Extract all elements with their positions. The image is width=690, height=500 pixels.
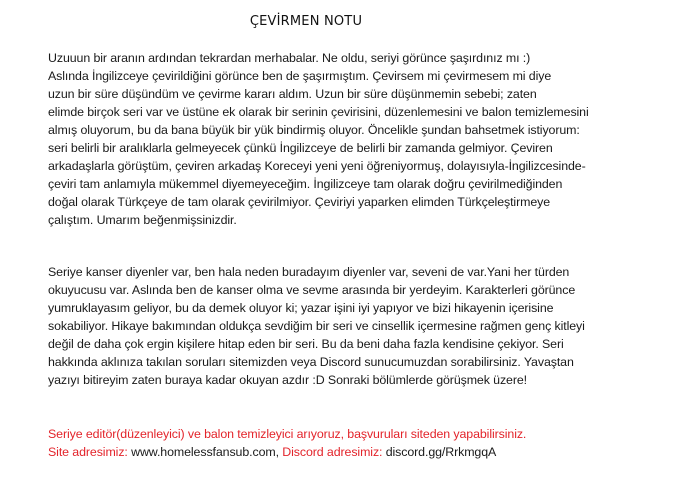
text-line: doğal olarak Türkçeye de tam olarak çevirilmiyor. Çeviriyi yaparken elimden Türkçeleştirmeye (48, 195, 550, 209)
text-line: elimde birçok seri var ve üstüne ek olarak bir serinin çevirisini, düzenlemesini ve balon temizlemesini (48, 105, 589, 119)
discord-label: Discord adresimiz: (282, 445, 383, 459)
text-line: seri belirli bir aralıklarla gelmeyecek çünkü İngilizceye de belirli bir zamanda gelmiyor. Çeviren (48, 141, 553, 155)
text-line: yazıyı bitireyim zaten buraya kadar okuyan azdır :D Sonraki bölümlerde görüşmek üzere! (48, 373, 527, 387)
text-line: almış oluyorum, bu da bana büyük bir yük bindirmiş oluyor. Öncelikle şundan bahsetmek istiyorum: (48, 123, 580, 137)
paragraph-intro (48, 49, 660, 229)
text-line: okuyucusu var. Aslında ben de kanser olma ve sevme arasında bir yerdeyim. Karakterleri görünce (48, 283, 576, 297)
page-title: ÇEVİRMEN NOTU (249, 14, 363, 29)
paragraph-contact (48, 425, 660, 461)
text-line: Seriye kanser diyenler var, ben hala neden buradayım diyenler var, seveni de var.Yani her türden (48, 265, 570, 279)
text-line: uzun bir süre düşündüm ve çevirme kararı aldım. Uzun bir süre düşünmemin sebebi; zaten (48, 87, 537, 101)
text-line: hakkında aklınıza takılan soruları sitemizden veya Discord sunucumuzdan sorabilirsiniz. Yavaştan (48, 355, 574, 369)
text-line: yumruklayasım geliyor, bu da demek oluyor ki; yazar işini iyi yapıyor ve bizi hikayenin içerisine (48, 301, 554, 315)
paragraph-series-opinion (48, 263, 660, 389)
site-link[interactable]: www.homelessfansub.com, (131, 445, 279, 459)
text-line: Aslında İngilizceye çevirildiğini görünce ben de şaşırmıştım. Çevirsem mi çevirmesem mi diye (48, 69, 552, 83)
text-line: değil de daha çok ergin kişilere hitap eden bir seri. Bu da beni daha fazla kendisine çekiyor. Seri (48, 337, 564, 351)
text-line: çalıştım. Umarım beğenmişsinizdir. (48, 213, 237, 227)
text-line: arkadaşlarla görüştüm, çeviren arkadaş Koreceyi yeni yeni öğreniyormuş, dolayısıyla-İngilizcesinde- (48, 159, 586, 173)
text-line: çeviri tam anlamıyla mükemmel diyemeyeceğim. İngilizceye tam olarak doğru çevirilmediğinden (48, 177, 563, 191)
site-label: Site adresimiz: (48, 445, 128, 459)
contact-line (48, 443, 660, 461)
discord-link[interactable]: discord.gg/RrkmgqA (385, 445, 497, 459)
text-line: Uzuuun bir aranın ardından tekrardan merhabalar. Ne oldu, seriyi görünce şaşırdınız mı :) (48, 51, 531, 65)
recruitment-notice: Seriye editör(düzenleyici) ve balon temizleyici arıyoruz, başvuruları siteden yapabilirsiniz. (48, 427, 527, 441)
text-line: sokabiliyor. Hikaye bakımından oldukça sevdiğim bir seri ve cinsellik içermesine rağmen genç kitleyi (48, 319, 585, 333)
